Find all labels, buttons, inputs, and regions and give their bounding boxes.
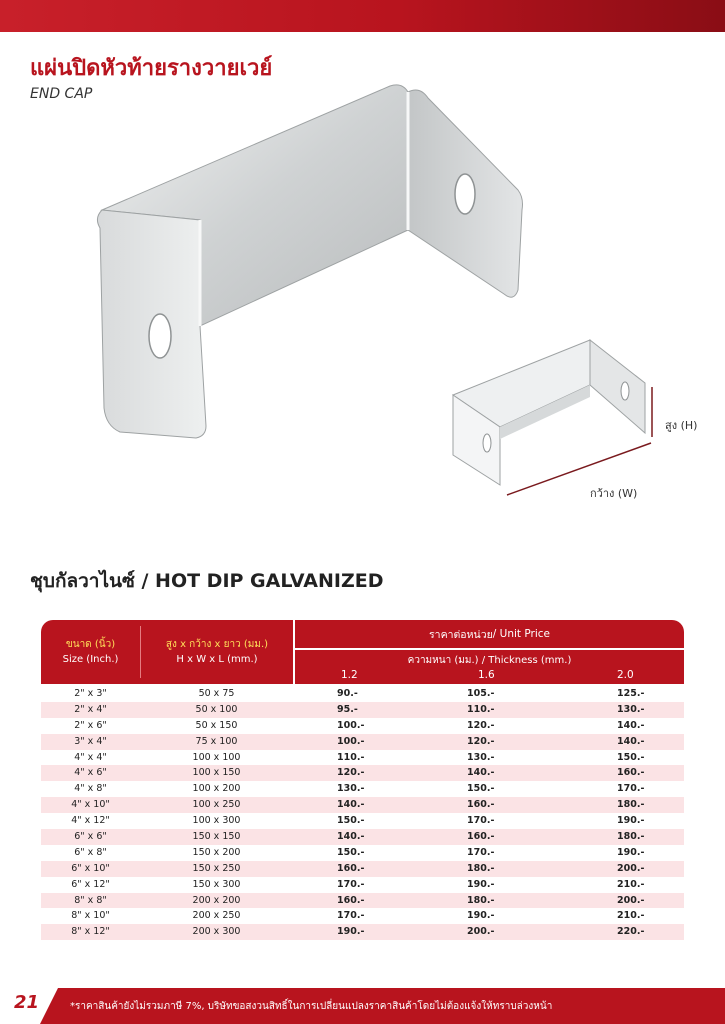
cell-size: 4" x 8" — [74, 783, 107, 795]
cell-size: 2" x 4" — [74, 703, 107, 715]
header-thickness — [295, 650, 684, 684]
cell-price-2-0: 180.- — [617, 799, 645, 811]
cell-price-1-2: 130.- — [337, 783, 365, 795]
cell-size: 8" x 12" — [71, 926, 110, 938]
table-row — [41, 924, 684, 940]
cell-price-1-2: 90.- — [337, 688, 358, 699]
cell-price-1-6: 105.- — [467, 688, 495, 699]
cell-price-2-0: 220.- — [617, 926, 645, 938]
page-subtitle: END CAP — [30, 86, 93, 102]
cell-price-1-6: 140.- — [467, 767, 495, 779]
cell-price-2-0: 140.- — [617, 735, 645, 747]
cell-size: 6" x 6" — [74, 831, 107, 843]
table-row — [41, 702, 684, 718]
cell-dimension: 100 x 250 — [192, 799, 241, 811]
table-row — [41, 797, 684, 813]
cell-price-1-6: 120.- — [467, 719, 495, 731]
cell-price-1-2: 140.- — [337, 799, 365, 811]
cell-dimension: 150 x 300 — [192, 878, 241, 890]
cell-price-1-2: 110.- — [337, 751, 365, 763]
header-price — [295, 620, 684, 684]
price-table — [41, 620, 684, 940]
cell-dimension: 75 x 100 — [195, 735, 238, 747]
table-row — [41, 718, 684, 734]
header-size-en: Size (Inch.) — [62, 654, 119, 665]
cell-price-1-6: 160.- — [467, 799, 495, 811]
cell-price-1-6: 180.- — [467, 894, 495, 906]
cell-dimension: 150 x 150 — [192, 831, 241, 843]
thickness-1-2: 1.2 — [341, 669, 358, 681]
thickness-en: / Thickness (mm.) — [478, 655, 572, 666]
cell-price-1-6: 190.- — [467, 910, 495, 922]
cell-price-2-0: 170.- — [617, 783, 645, 795]
cell-dimension: 200 x 300 — [192, 926, 241, 938]
table-header — [41, 620, 684, 684]
cell-price-1-6: 180.- — [467, 862, 495, 874]
thickness-th: ความหนา (มม.) — [407, 655, 479, 666]
cell-size: 4" x 12" — [71, 815, 110, 827]
table-row — [41, 829, 684, 845]
cell-price-1-2: 100.- — [337, 735, 365, 747]
cell-price-1-2: 190.- — [337, 926, 365, 938]
table-row — [41, 845, 684, 861]
cell-price-2-0: 150.- — [617, 751, 645, 763]
cell-price-1-2: 120.- — [337, 767, 365, 779]
cell-price-2-0: 210.- — [617, 878, 645, 890]
cell-dimension: 100 x 300 — [192, 815, 241, 827]
top-banner — [0, 0, 725, 32]
unit-price-th: ราคาต่อหน่วย — [429, 628, 493, 641]
cell-price-1-6: 170.- — [467, 846, 495, 858]
table-row — [41, 750, 684, 766]
table-body — [41, 686, 684, 940]
cell-price-1-2: 170.- — [337, 910, 365, 922]
table-row — [41, 861, 684, 877]
table-row — [41, 877, 684, 893]
cell-dimension: 150 x 200 — [192, 846, 241, 858]
cell-price-2-0: 190.- — [617, 815, 645, 827]
cell-price-2-0: 200.- — [617, 862, 645, 874]
cell-price-1-2: 160.- — [337, 894, 365, 906]
cell-price-1-6: 160.- — [467, 831, 495, 843]
thickness-1-6: 1.6 — [478, 669, 495, 681]
cell-size: 8" x 10" — [71, 910, 110, 922]
cell-dimension: 50 x 150 — [195, 719, 238, 731]
price-disclaimer: *ราคาสินค้ายังไม่รวมภาษี 7%, บริษัทขอสงวนสิทธิ์ในการเปลี่ยนแปลงราคาสินค้าโดยไม่ต้องแจ้งให้ทราบล่วงหน้า — [70, 1001, 553, 1012]
table-row — [41, 686, 684, 702]
table-row — [41, 908, 684, 924]
header-size — [41, 620, 140, 684]
cell-price-2-0: 140.- — [617, 719, 645, 731]
header-dim-th: สูง x กว้าง x ยาว (มม.) — [165, 639, 269, 650]
cell-price-1-6: 150.- — [467, 783, 495, 795]
cell-price-2-0: 160.- — [617, 767, 645, 779]
header-size-th: ขนาด (นิ้ว) — [65, 639, 116, 650]
cell-size: 3" x 4" — [74, 735, 107, 747]
cell-dimension: 100 x 200 — [192, 783, 241, 795]
page-number: 21 — [14, 992, 40, 1013]
cell-size: 8" x 8" — [74, 894, 107, 906]
width-label: กว้าง (W) — [590, 487, 638, 500]
cell-size: 6" x 12" — [71, 878, 110, 890]
table-row — [41, 734, 684, 750]
table-row — [41, 893, 684, 909]
cell-price-1-6: 200.- — [467, 926, 495, 938]
cell-size: 4" x 10" — [71, 799, 110, 811]
cell-price-1-6: 110.- — [467, 703, 495, 715]
header-unit-price — [295, 620, 684, 648]
cell-price-1-2: 140.- — [337, 831, 365, 843]
cell-price-1-2: 150.- — [337, 815, 365, 827]
cell-price-2-0: 130.- — [617, 703, 645, 715]
cell-price-1-6: 130.- — [467, 751, 495, 763]
unit-price-en: / Unit Price — [492, 628, 550, 640]
page-title: แผ่นปิดหัวท้ายรางวายเวย์ — [30, 56, 273, 81]
header-dimension — [141, 620, 293, 684]
cell-price-1-6: 120.- — [467, 735, 495, 747]
section-title: ชุบกัลวาไนซ์ / HOT DIP GALVANIZED — [30, 570, 384, 592]
cell-price-1-6: 170.- — [467, 815, 495, 827]
cell-size: 6" x 10" — [71, 862, 110, 874]
cell-size: 2" x 6" — [74, 719, 107, 731]
table-row — [41, 765, 684, 781]
cell-price-1-2: 160.- — [337, 862, 365, 874]
header-dim-en: H x W x L (mm.) — [176, 654, 258, 665]
cell-price-2-0: 200.- — [617, 894, 645, 906]
table-row — [41, 813, 684, 829]
cell-size: 2" x 3" — [74, 688, 107, 699]
cell-price-1-6: 190.- — [467, 878, 495, 890]
cell-dimension: 50 x 75 — [198, 688, 235, 699]
cell-price-2-0: 125.- — [617, 688, 645, 699]
cell-price-2-0: 210.- — [617, 910, 645, 922]
cell-price-1-2: 150.- — [337, 846, 365, 858]
cell-size: 6" x 8" — [74, 846, 107, 858]
cell-dimension: 200 x 200 — [192, 894, 241, 906]
thickness-2-0: 2.0 — [617, 669, 634, 681]
cell-dimension: 200 x 250 — [192, 910, 241, 922]
cell-size: 4" x 6" — [74, 767, 107, 779]
table-row — [41, 781, 684, 797]
cell-price-1-2: 95.- — [337, 703, 358, 715]
cell-dimension: 100 x 100 — [192, 751, 241, 763]
cell-price-2-0: 180.- — [617, 831, 645, 843]
cell-price-1-2: 170.- — [337, 878, 365, 890]
height-label: สูง (H) — [665, 419, 698, 432]
cell-dimension: 150 x 250 — [192, 862, 241, 874]
cell-dimension: 50 x 100 — [195, 703, 238, 715]
cell-dimension: 100 x 150 — [192, 767, 241, 779]
cell-size: 4" x 4" — [74, 751, 107, 763]
cell-price-2-0: 190.- — [617, 846, 645, 858]
cell-price-1-2: 100.- — [337, 719, 365, 731]
